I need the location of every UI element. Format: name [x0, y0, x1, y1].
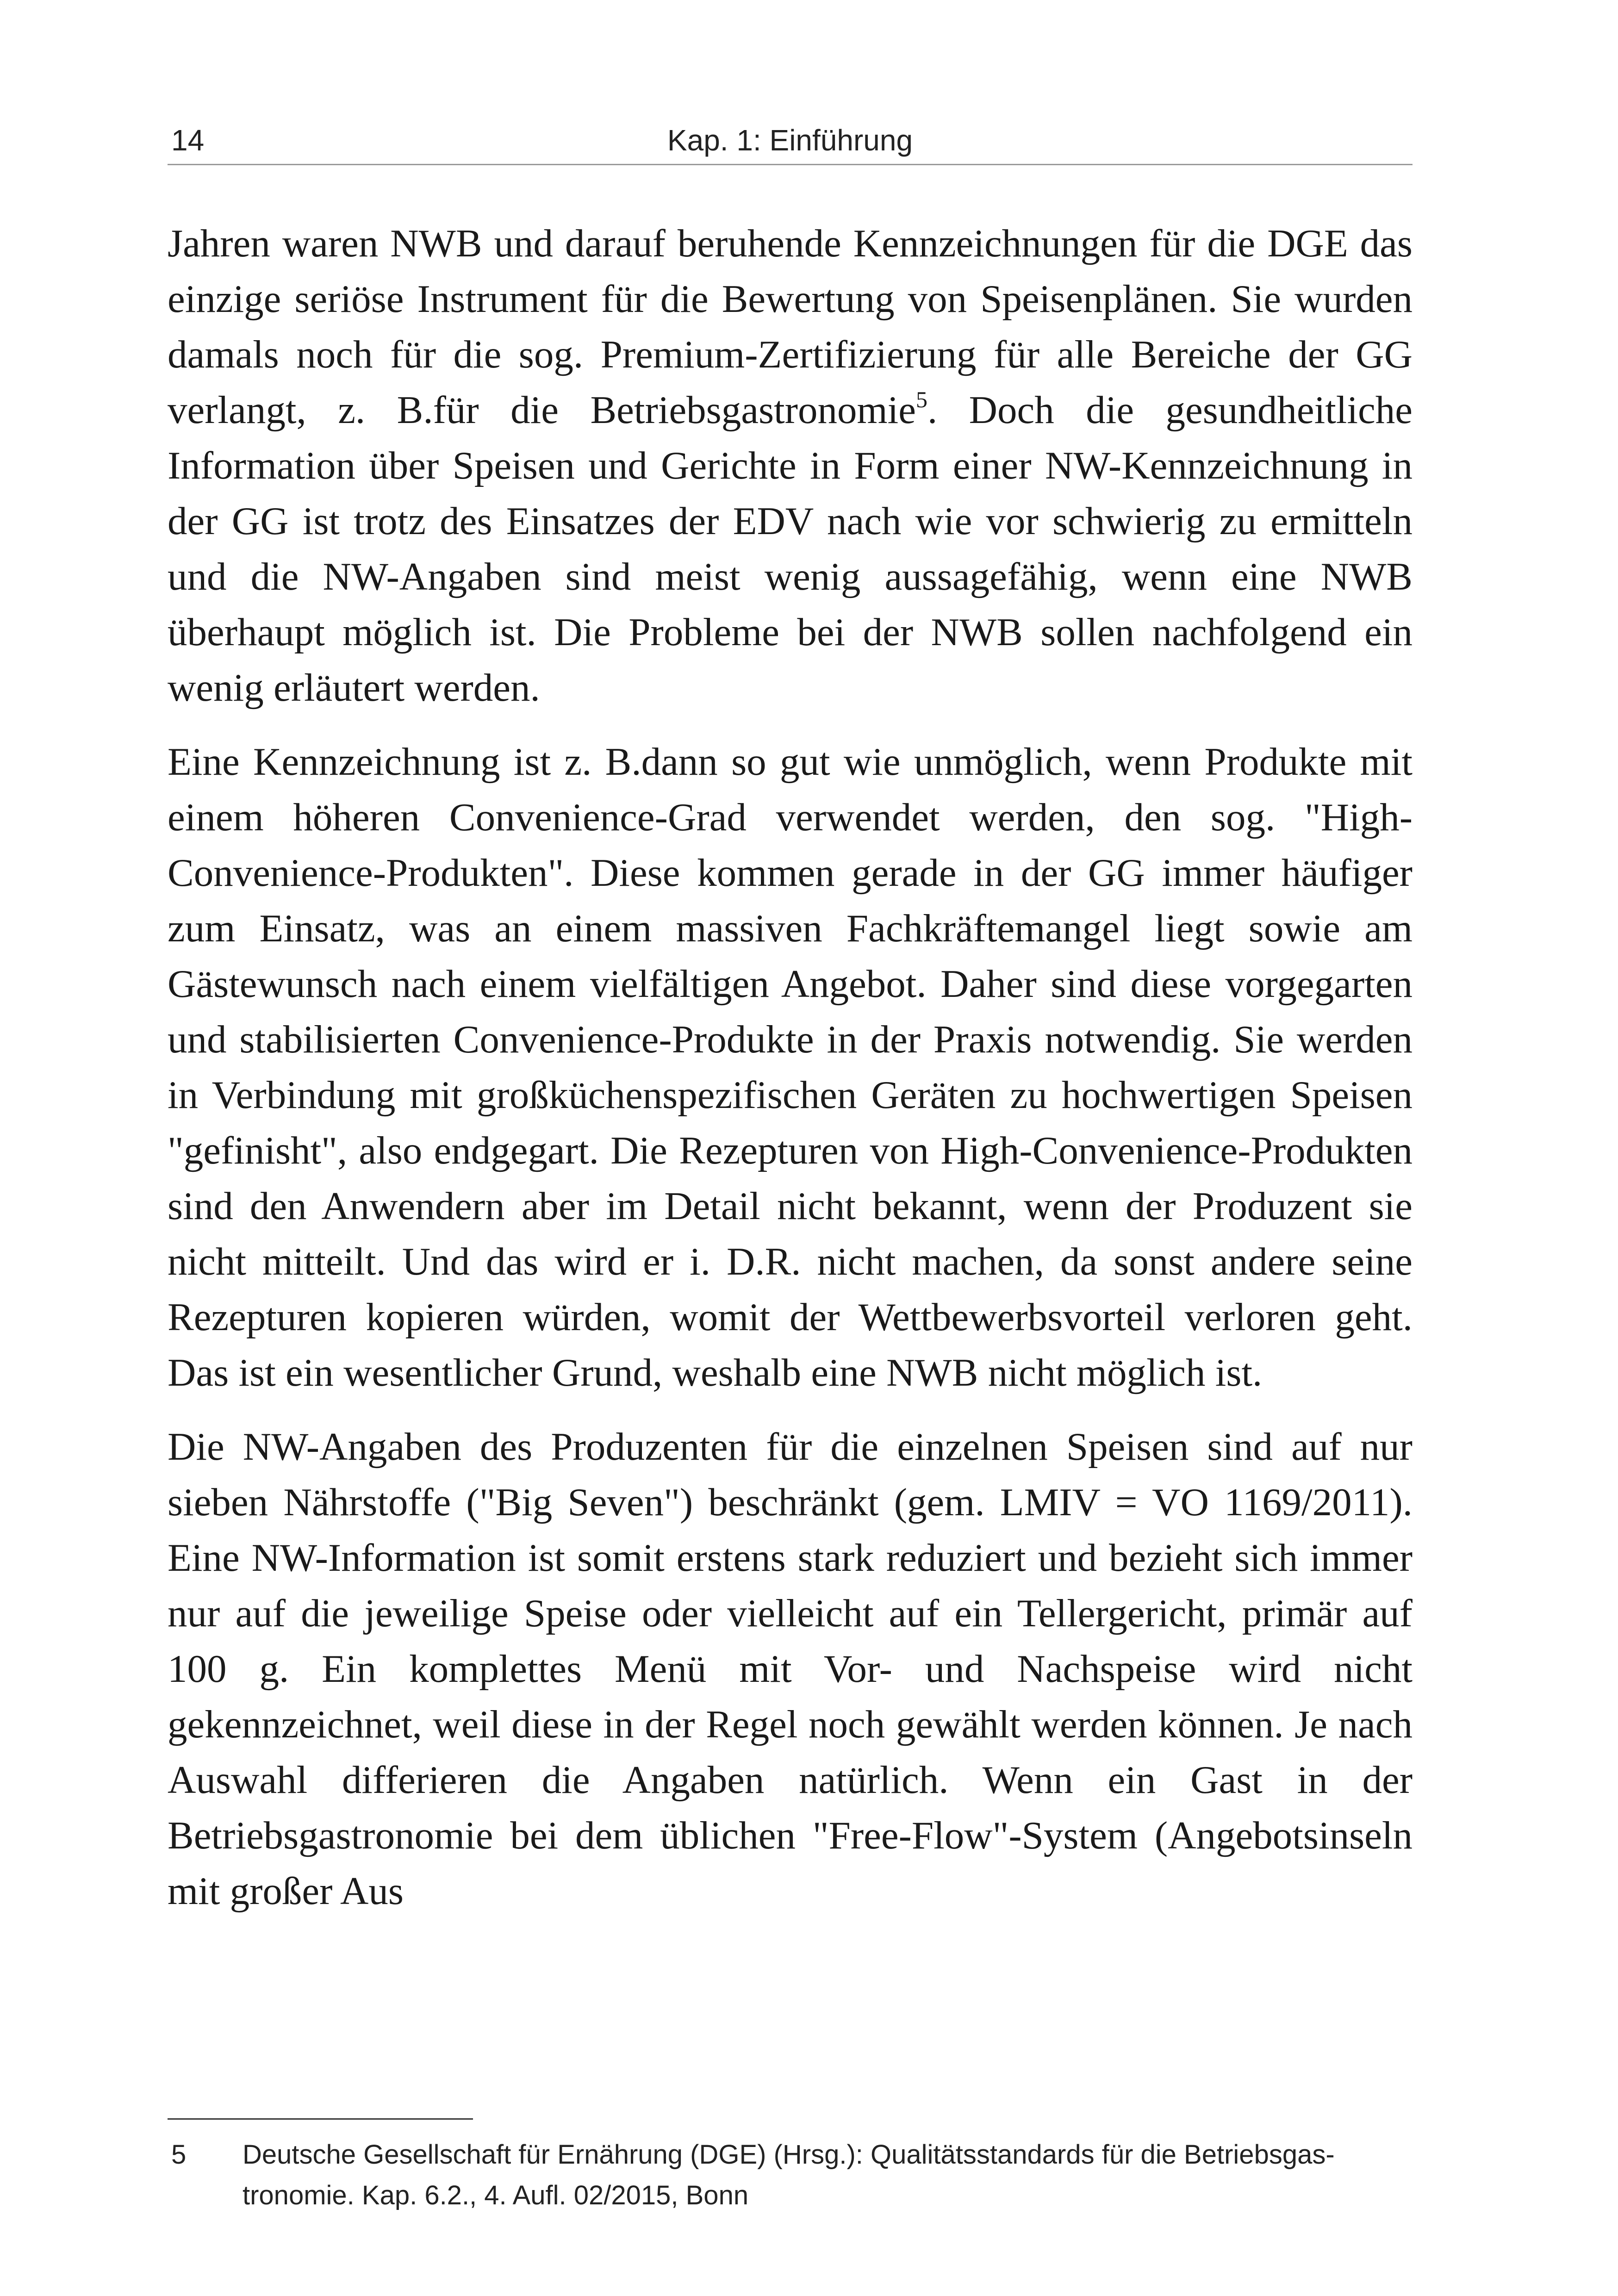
- page-number: 14: [171, 124, 205, 157]
- paragraph-1-text-a: Jahren waren NWB und darauf beruhende Kennzeichnungen für die DGE das einzige seriöse Instrument für die Bewertung von Speisenplänen. Sie wurden damals noch für die sog. Premium-Zertifizierung für alle Bereiche der GG verlangt, z. B.für die Betriebsgastronomie: [168, 222, 1413, 432]
- body-text: [168, 216, 1413, 1937]
- running-title: Kap. 1: Einführung: [667, 124, 913, 157]
- paragraph-1: [168, 216, 1413, 716]
- footnote-number: 5: [171, 2140, 187, 2170]
- paragraph-3: Die NW-Angaben des Produzenten für die einzelnen Speisen sind auf nur sieben Nährstoffe ("Big Seven") beschränkt (gem. LMIV = VO 1169/2011). Eine NW-Information ist somit erstens stark reduziert und bezieht sich immer nur auf die jeweilige Speise oder vielleicht auf ein Tellergericht, primär auf 100 g. Ein komplettes Menü mit Vor- und Nachspeise wird nicht gekennzeichnet, weil diese in der Regel noch gewählt werden können. Je nach Auswahl differieren die Angaben natürlich. Wenn ein Gast in der Betriebsgastronomie bei dem üblichen "Free-Flow"-System (Angebotsinseln mit großer Aus: [168, 1425, 1413, 1913]
- paragraph-1-text-b: . Doch die gesundheitliche Information über Speisen und Gerichte in Form einer NW-Kennzeichnung in der GG ist trotz des Einsatzes der EDV nach wie vor schwierig zu ermitteln und die NW-Angaben sind meist wenig aussagefähig, wenn eine NWB überhaupt möglich ist. Die Probleme bei der NWB sollen nachfolgend ein wenig erläutert werden.: [168, 388, 1413, 709]
- footnote-reference: 5: [915, 386, 927, 412]
- paragraph-2: Eine Kennzeichnung ist z. B.dann so gut wie unmöglich, wenn Produkte mit einem höheren Convenience-Grad verwendet werden, den sog. "High-Convenience-Produkten". Diese kommen gerade in der GG immer häufiger zum Einsatz, was an einem massiven Fachkräftemangel liegt sowie am Gästewunsch nach einem vielfältigen Angebot. Daher sind diese vorgegarten und stabilisierten Convenience-Produkte in der Praxis notwendig. Sie werden in Verbindung mit großküchenspezifischen Geräten zu hochwertigen Speisen "gefinisht", also endgegart. Die Rezepturen von High-Convenience-Produkten sind den Anwendern aber im Detail nicht bekannt, wenn der Produzent sie nicht mitteilt. Und das wird er i. D.R. nicht machen, da sonst andere seine Rezepturen kopieren würden, womit der Wettbewerbsvorteil verloren geht. Das ist ein wesentlicher Grund, weshalb eine NWB nicht möglich ist.: [168, 740, 1413, 1394]
- footnote-text: Deutsche Gesellschaft für Ernährung (DGE) (Hrsg.): Qualitätsstandards für die Betriebsgastronomie. Kap. 6.2., 4. Aufl. 02/2015, Bonn: [243, 2140, 1335, 2210]
- page-header: [168, 119, 1413, 165]
- footnote-separator: [168, 2118, 473, 2120]
- footnote: [168, 2134, 1413, 2216]
